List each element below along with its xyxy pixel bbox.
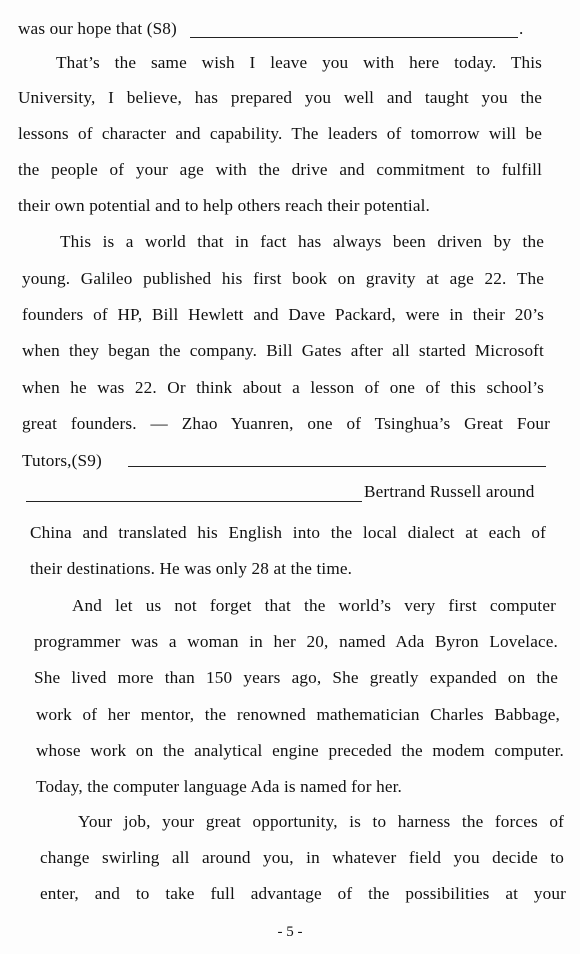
text-line <box>36 776 402 798</box>
answer-blank-s9-part1[interactable] <box>128 465 546 467</box>
text-line <box>18 87 542 109</box>
line-text: programmer was a woman in her 20, named Ada Byron Lovelace. <box>34 632 558 651</box>
text-line <box>18 195 430 217</box>
text-line <box>22 450 102 472</box>
line-text: This is a world that in fact has always been driven by the <box>60 232 544 251</box>
text-line <box>36 704 560 726</box>
line-text: young. Galileo published his first book on gravity at age 22. The <box>22 269 544 288</box>
line-text: lessons of character and capability. The leaders of tomorrow will be <box>18 124 542 143</box>
line-text: Tutors,(S9) <box>22 451 102 470</box>
text-line <box>18 123 542 145</box>
line-text: was our hope that (S8) <box>18 19 177 38</box>
text-line <box>22 304 544 326</box>
line-text: change swirling all around you, in whatever field you decide to <box>40 848 564 867</box>
line-text: Your job, your great opportunity, is to harness the forces of <box>78 812 564 831</box>
text-line <box>18 159 542 181</box>
line-text: enter, and to take full advantage of the possibilities at your <box>40 884 566 903</box>
text-line <box>72 595 556 617</box>
text-line <box>22 268 544 290</box>
text-line <box>22 340 544 362</box>
answer-blank-s8[interactable] <box>190 36 518 38</box>
line-text: work of her mentor, the renowned mathematician Charles Babbage, <box>36 705 560 724</box>
line-text: whose work on the analytical engine preceded the modem computer. <box>36 741 564 760</box>
text-line <box>56 52 542 74</box>
text-line <box>34 631 558 653</box>
line-text: when he was 22. Or think about a lesson of one of this school’s <box>22 378 544 397</box>
line-text: their own potential and to help others reach their potential. <box>18 196 430 215</box>
line-text: when they began the company. Bill Gates after all started Microsoft <box>22 341 544 360</box>
line-ending-period: . <box>519 19 524 38</box>
text-line <box>40 847 564 869</box>
line-text: the people of your age with the drive and commitment to fulfill <box>18 160 542 179</box>
line-text: founders of HP, Bill Hewlett and Dave Packard, were in their 20’s <box>22 305 544 324</box>
text-line <box>22 413 550 435</box>
text-line <box>60 231 544 253</box>
line-text: great founders. — Zhao Yuanren, one of Tsinghua’s Great Four <box>22 414 550 433</box>
line-text: And let us not forget that the world’s very first computer <box>72 596 556 615</box>
text-line <box>30 558 352 580</box>
text-line <box>36 740 564 762</box>
line-text: That’s the same wish I leave you with here today. This <box>56 53 542 72</box>
line-text: University, I believe, has prepared you well and taught you the <box>18 88 542 107</box>
page-number: - 5 - <box>277 924 303 940</box>
text-line <box>18 18 177 40</box>
line-text: She lived more than 150 years ago, She greatly expanded on the <box>34 668 558 687</box>
line-text: their destinations. He was only 28 at the time. <box>30 559 353 578</box>
text-line <box>34 667 558 689</box>
text-line <box>78 811 564 833</box>
text-line <box>40 883 566 905</box>
text-line <box>364 481 535 503</box>
text-line <box>30 522 546 544</box>
line-text: China and translated his English into the local dialect at each of <box>30 523 546 542</box>
answer-blank-s9-part2[interactable] <box>26 500 362 502</box>
line-text: Today, the computer language Ada is named for her. <box>36 777 403 796</box>
line-text: Bertrand Russell around <box>364 482 535 501</box>
text-line <box>22 377 544 399</box>
